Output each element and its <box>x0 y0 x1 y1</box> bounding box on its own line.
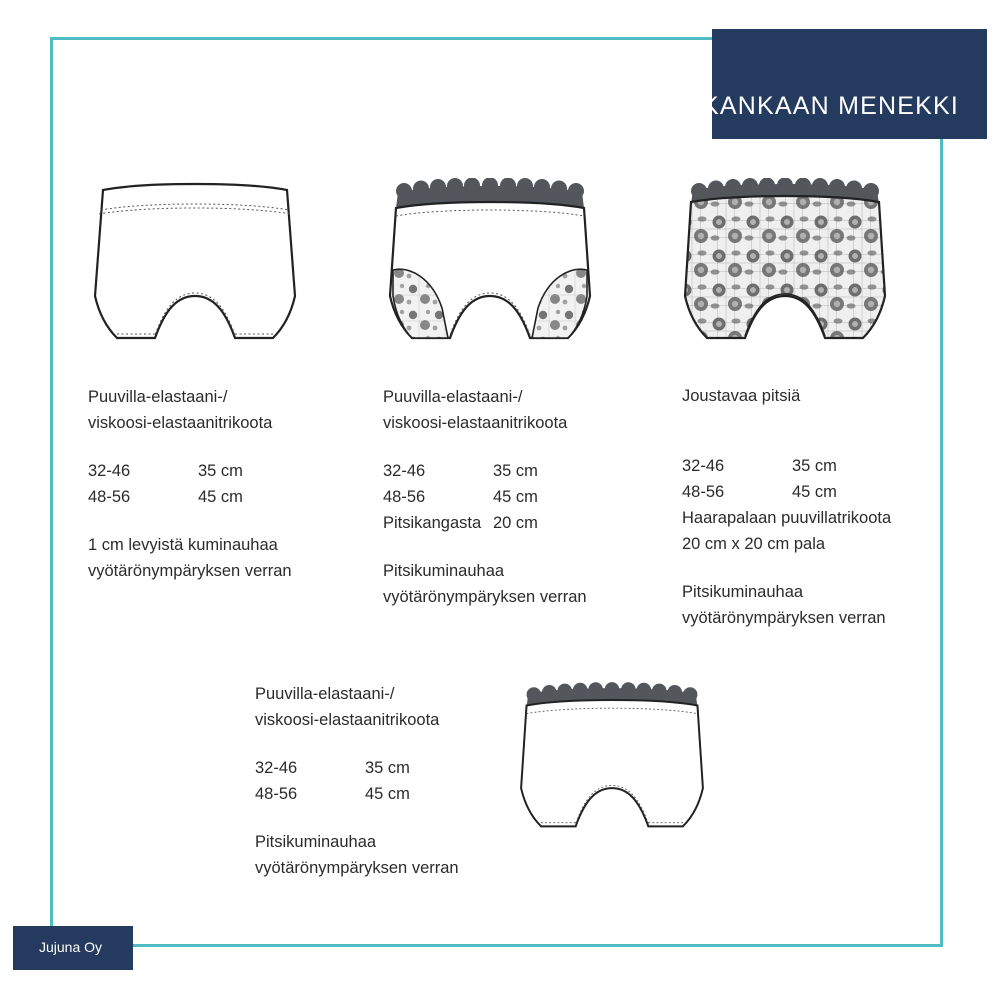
fabric-line: viskoosi-elastaanitrikoota <box>88 414 273 432</box>
note-line: Pitsikuminauhaa <box>682 583 804 601</box>
measurement-row <box>682 453 891 479</box>
panel-2-text <box>383 384 587 610</box>
size-label: 48-56 <box>383 488 426 506</box>
spacer <box>682 409 891 431</box>
spacer <box>255 807 459 829</box>
note-line: vyötärönympäryksen verran <box>383 588 587 606</box>
measurement-row <box>383 510 587 536</box>
amount-value: 45 cm <box>365 785 410 803</box>
fabric-line: Puuvilla-elastaani-/ <box>255 685 395 703</box>
size-label: 48-56 <box>88 488 131 506</box>
briefs-lace-waist-illustration <box>512 675 712 855</box>
note-line: Pitsikuminauhaa <box>255 833 377 851</box>
header-banner <box>702 29 987 139</box>
amount-value: 35 cm <box>365 759 410 777</box>
amount-value: 35 cm <box>792 457 837 475</box>
size-label: 32-46 <box>682 457 725 475</box>
spacer <box>383 436 587 458</box>
company-name: Jujuna Oy <box>39 939 103 955</box>
measurement-row <box>88 458 292 484</box>
measurement-row <box>255 781 459 807</box>
panel-3-text <box>682 383 891 631</box>
briefs-lace-sides-illustration <box>380 178 600 363</box>
panel-1-text <box>88 384 292 584</box>
spacer <box>255 733 459 755</box>
size-label: 48-56 <box>255 785 298 803</box>
measurement-row <box>255 755 459 781</box>
measurement-row <box>88 484 292 510</box>
footer-banner <box>13 926 133 970</box>
spacer <box>383 536 587 558</box>
amount-value: 20 cm <box>493 514 538 532</box>
panel-4-text <box>255 681 459 881</box>
note-line: vyötärönympäryksen verran <box>255 859 459 877</box>
extra-line: 20 cm x 20 cm pala <box>682 535 826 553</box>
briefs-full-lace-illustration <box>675 178 895 363</box>
fabric-line: Puuvilla-elastaani-/ <box>88 388 228 406</box>
fabric-line: Joustavaa pitsiä <box>682 387 801 405</box>
note-line: Pitsikuminauhaa <box>383 562 505 580</box>
size-label: Pitsikangasta <box>383 514 482 532</box>
amount-value: 45 cm <box>198 488 243 506</box>
fabric-line: Puuvilla-elastaani-/ <box>383 388 523 406</box>
size-label: 48-56 <box>682 483 725 501</box>
spacer <box>682 557 891 579</box>
amount-value: 35 cm <box>493 462 538 480</box>
measurement-row <box>383 484 587 510</box>
amount-value: 45 cm <box>792 483 837 501</box>
briefs-plain-illustration <box>85 178 305 363</box>
fabric-line: viskoosi-elastaanitrikoota <box>255 711 440 729</box>
amount-value: 35 cm <box>198 462 243 480</box>
amount-value: 45 cm <box>493 488 538 506</box>
size-label: 32-46 <box>383 462 426 480</box>
spacer <box>682 431 891 453</box>
note-line: vyötärönympäryksen verran <box>682 609 886 627</box>
fabric-line: viskoosi-elastaanitrikoota <box>383 414 568 432</box>
size-label: 32-46 <box>255 759 298 777</box>
spacer <box>88 510 292 532</box>
extra-line: Haarapalaan puuvillatrikoota <box>682 509 892 527</box>
note-line: vyötärönympäryksen verran <box>88 562 292 580</box>
note-line: 1 cm levyistä kuminauhaa <box>88 536 278 554</box>
spacer <box>88 436 292 458</box>
page-title: KANKAAN MENEKKI <box>702 92 959 120</box>
measurement-row <box>383 458 587 484</box>
size-label: 32-46 <box>88 462 131 480</box>
measurement-row <box>682 479 891 505</box>
